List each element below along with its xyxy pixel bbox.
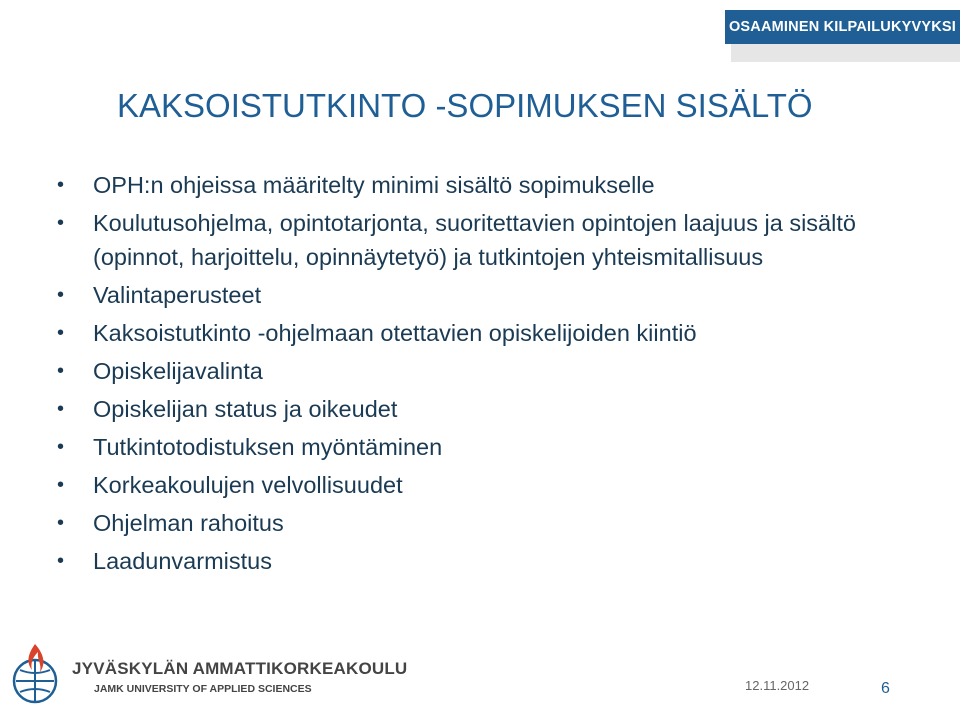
jamk-logo-icon: [10, 640, 60, 706]
bullet-icon: •: [57, 550, 65, 572]
bullet-icon: •: [57, 174, 65, 196]
bullet-icon: •: [57, 436, 65, 458]
bullet-icon: •: [57, 512, 65, 534]
list-item: • Laadunvarmistus: [55, 544, 895, 578]
bullet-icon: •: [57, 284, 65, 306]
footer-logo: [10, 640, 408, 710]
bullet-icon: •: [57, 474, 65, 496]
list-item: • Korkeakoulujen velvollisuudet: [55, 468, 895, 502]
header-banner: OSAAMINEN KILPAILUKYVYKSI: [725, 10, 960, 44]
list-item: • Valintaperusteet: [55, 278, 895, 312]
page-number: 6: [881, 680, 890, 697]
bullet-icon: •: [57, 398, 65, 420]
org-name: JYVÄSKYLÄN AMMATTIKORKEAKOULU: [72, 659, 408, 678]
list-item: • Opiskelijan status ja oikeudet: [55, 392, 895, 426]
slide-title: KAKSOISTUTKINTO -SOPIMUKSEN SISÄLTÖ: [117, 87, 813, 124]
list-item: • Tutkintotodistuksen myöntäminen: [55, 430, 895, 464]
bullet-icon: •: [57, 322, 65, 344]
list-item: • Opiskelijavalinta: [55, 354, 895, 388]
bullet-list: [55, 168, 895, 582]
bullet-icon: •: [57, 212, 65, 234]
slide-date: 12.11.2012: [745, 678, 810, 693]
list-item: • Ohjelman rahoitus: [55, 506, 895, 540]
list-item: • Koulutusohjelma, opintotarjonta, suoritettavien opintojen laajuus ja sisältö (opinnot, harjoittelu, opinnäytetyö) ja tutkintojen yhteismitallisuus: [55, 206, 895, 274]
bullet-icon: •: [57, 360, 65, 382]
org-subtitle: JAMK UNIVERSITY OF APPLIED SCIENCES: [94, 683, 312, 695]
list-item: • OPH:n ohjeissa määritelty minimi sisältö sopimukselle: [55, 168, 895, 202]
list-item: • Kaksoistutkinto -ohjelmaan otettavien opiskelijoiden kiintiö: [55, 316, 895, 350]
